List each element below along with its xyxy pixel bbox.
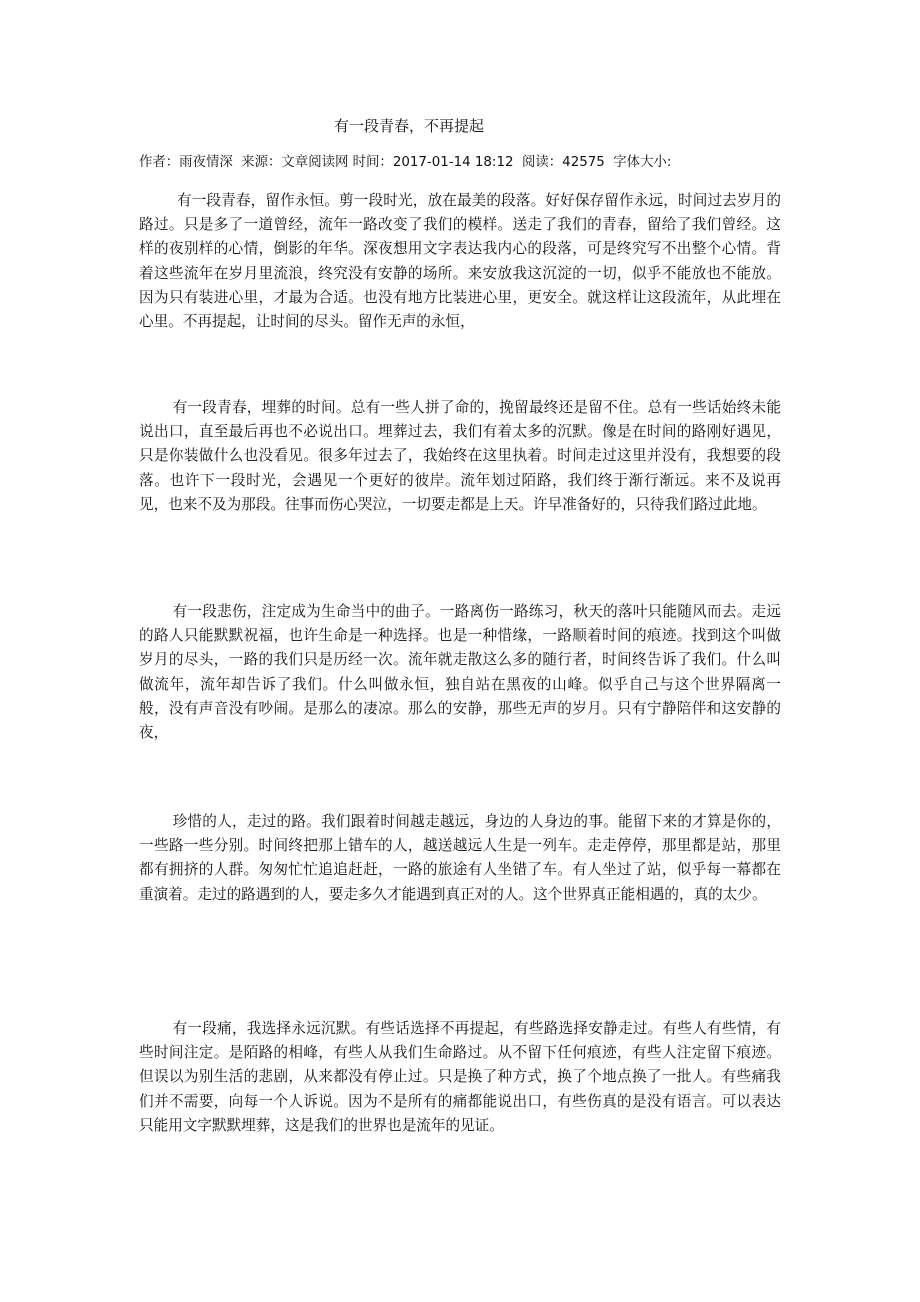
article-paragraph: 珍惜的人，走过的路。我们跟着时间越走越远，身边的人身边的事。能留下来的才算是你的，一些路一些分别。时间终把那上错车的人，越送越远人生是一列车。走走停停，那里都是站，那里都有拥挤的人群。匆匆忙忙追追赶赶，一路的旅途有人坐错了车。有人坐过了站，似乎每一幕都在重演着。走过的路遇到的人，要走多久才能遇到真正对的人。这个世界真正能相遇的，真的太少。 xyxy=(139,813,781,903)
author-label: 作者： xyxy=(139,155,180,170)
reads-label: 阅读： xyxy=(522,155,563,170)
article-paragraph: 有一段青春，埋葬的时间。总有一些人拼了命的，挽留最终还是留不住。总有一些话始终未能说出口，直至最后再也不必说出口。埋葬过去，我们有着太多的沉默。像是在时间的路刚好遇见，只是你装做什么也没看见。很多年过去了，我始终在这里执着。时间走过这里并没有，我想要的段落。也许下一段时光，会遇见一个更好的彼岸。流年划过陌路，我们终于渐行渐远。来不及说再见，也来不及为那段。往事而伤心哭泣，一切要走都是上天。许早准备好的，只待我们路过此地。 xyxy=(139,399,781,513)
font-size-label: 字体大小: xyxy=(613,155,672,170)
article-meta xyxy=(139,152,671,174)
article-paragraph: 有一段悲伤，注定成为生命当中的曲子。一路离伤一路练习，秋天的落叶只能随风而去。走远的路人只能默默祝福，也许生命是一种选择。也是一种惜缘，一路顺着时间的痕迹。找到这个叫做岁月的尽头，一路的我们只是历经一次。流年就走散这么多的随行者，时间终告诉了我们。什么叫做流年，流年却告诉了我们。什么叫做永恒，独自站在黑夜的山峰。似乎自己与这个世界隔离一般，没有声音没有吵闹。是那么的凄凉。那么的安静，那些无声的岁月。只有宁静陪伴和这安静的夜， xyxy=(139,603,781,742)
publish-time: 2017-01-14 18:12 xyxy=(392,155,514,170)
time-label: 时间： xyxy=(352,155,393,170)
article-title: 有一段青春，不再提起 xyxy=(334,117,485,135)
article-paragraph: 有一段青春，留作永恒。剪一段时光，放在最美的段落。好好保存留作永远，时间过去岁月的路过。只是多了一道曾经，流年一路改变了我们的模样。送走了我们的青春，留给了我们曾经。这样的夜别样的心情，倒影的年华。深夜想用文字表达我内心的段落，可是终究写不出整个心情。背着这些流年在岁月里流浪，终究没有安静的场所。来安放我这沉淀的一切，似乎不能放也不能放。因为只有装进心里，才最为合适。也没有地方比装进心里，更安全。就这样让这段流年，从此埋在心里。不再提起，让时间的尽头。留作无声的永恒， xyxy=(139,192,781,331)
author-name: 雨夜情深 xyxy=(179,155,233,170)
read-count: 42575 xyxy=(562,155,605,170)
source-name: 文章阅读网 xyxy=(281,155,349,170)
article-paragraph: 有一段痛，我选择永远沉默。有些话选择不再提起，有些路选择安静走过。有些人有些情，有些时间注定。是陌路的相峰，有些人从我们生命路过。从不留下任何痕迹，有些人注定留下痕迹。但误以为别生活的悲剧，从来都没有停止过。只是换了种方式，换了个地点换了一批人。有些痛我们并不需要，向每一个人诉说。因为不是所有的痛都能说出口，有些伤真的是没有语言。可以表达只能用文字默默埋葬，这是我们的世界也是流年的见证。 xyxy=(139,1020,781,1134)
source-label: 来源： xyxy=(241,155,282,170)
